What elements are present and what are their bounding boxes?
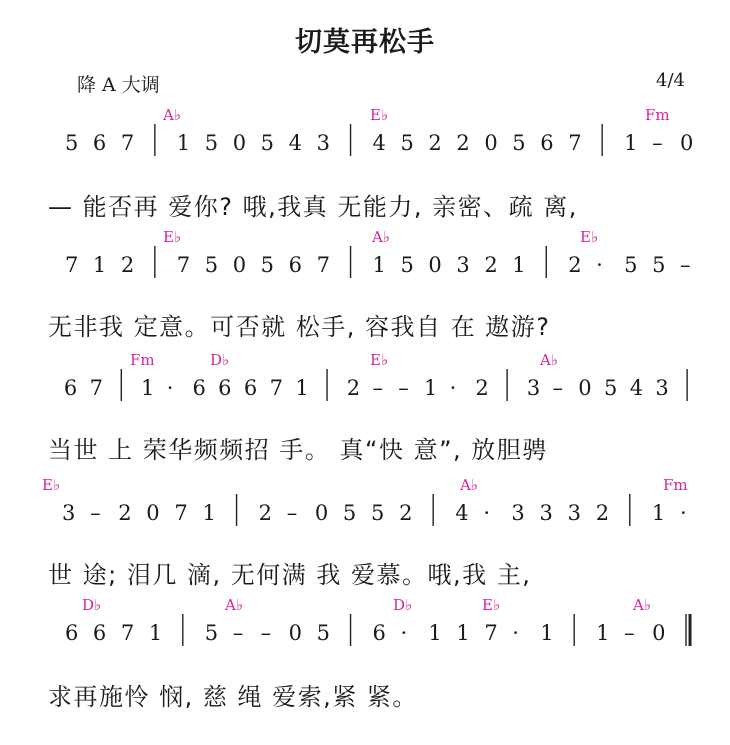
note: 6 xyxy=(63,376,78,400)
chord-symbol: A♭ xyxy=(633,596,651,614)
note: 3 xyxy=(526,376,541,400)
note: 4 xyxy=(288,131,303,155)
note: · xyxy=(483,501,491,525)
note: 2 xyxy=(456,131,470,155)
chord-symbol: A♭ xyxy=(540,351,558,369)
note: 7 xyxy=(269,376,283,400)
note: 0 xyxy=(578,376,592,400)
note: 5 xyxy=(204,621,219,645)
note: 2 xyxy=(120,253,135,277)
note: 5 xyxy=(204,131,219,155)
note: – xyxy=(552,376,564,400)
note: 6 xyxy=(64,621,79,645)
note: 5 xyxy=(316,621,330,645)
note: 7 xyxy=(120,131,135,155)
note: 2 xyxy=(399,501,413,525)
note: 0 xyxy=(314,501,329,525)
chord-symbol: E♭ xyxy=(163,228,182,246)
chord-symbol: E♭ xyxy=(482,596,501,614)
lyric-line: 无非我 定意。可否就 松手, 容我自 在 遨游? xyxy=(48,313,551,341)
chord-symbol: E♭ xyxy=(580,228,599,246)
note: 7 xyxy=(484,621,498,645)
note: – xyxy=(624,621,635,645)
note: 2 xyxy=(118,501,132,525)
note: 6 xyxy=(92,621,107,645)
note: 3 xyxy=(62,501,76,525)
chord-symbol: A♭ xyxy=(460,476,478,494)
note: 5 xyxy=(603,376,618,400)
lyric-line: 当世 上 荣华频频招 手。 真“快 意”, 放胆骋 xyxy=(48,436,548,464)
note: 4 xyxy=(629,376,644,400)
note: 0 xyxy=(232,253,247,277)
note: 1 xyxy=(428,621,442,645)
note: 1 xyxy=(512,253,526,277)
note: 5 xyxy=(64,131,79,155)
note: 5 xyxy=(512,131,526,155)
note: 2 xyxy=(595,501,610,525)
note: 4 xyxy=(372,131,386,155)
note: 1 xyxy=(176,131,191,155)
note: 2 xyxy=(475,376,489,400)
note: · xyxy=(596,253,603,277)
key-signature: 降 A 大调 xyxy=(77,74,160,96)
lyric-line: — 能否再 爱你? 哦,我真 无能力, 亲密、疏 离, xyxy=(48,193,578,221)
note: 1 xyxy=(372,253,386,277)
note: 1 xyxy=(92,253,107,277)
note: 5 xyxy=(652,253,666,277)
chord-symbol: E♭ xyxy=(370,106,389,124)
note: 1 xyxy=(202,501,216,525)
note: 1 xyxy=(540,621,554,645)
note: 3 xyxy=(511,501,525,525)
note: · xyxy=(512,621,519,645)
note: 0 xyxy=(680,131,694,155)
note: 5 xyxy=(342,501,357,525)
note: 0 xyxy=(232,131,247,155)
lyric-line: 世 途; 泪几 滴, 无何满 我 爱慕。哦,我 主, xyxy=(48,561,532,589)
chord-symbol: D♭ xyxy=(210,351,230,369)
note: 2 xyxy=(258,501,273,525)
chord-symbol: E♭ xyxy=(370,351,389,369)
note: 6 xyxy=(92,131,107,155)
note: 2 xyxy=(568,253,582,277)
note: 7 xyxy=(120,621,135,645)
note: 7 xyxy=(568,131,582,155)
chord-symbol: D♭ xyxy=(82,596,102,614)
note: – xyxy=(372,376,383,400)
note: 1 xyxy=(295,376,309,400)
note: 6 xyxy=(540,131,554,155)
lyric-line: 求再施怜 悯, 慈 绳 爱索,紧 紧。 xyxy=(48,683,418,711)
note: 1 xyxy=(624,131,638,155)
chord-symbol: E♭ xyxy=(42,476,61,494)
chord-symbol: A♭ xyxy=(163,106,181,124)
time-signature: 4/4 xyxy=(656,70,685,91)
note: – xyxy=(260,621,272,645)
note: 2 xyxy=(428,131,442,155)
note: · xyxy=(400,621,408,645)
note: 1 xyxy=(596,621,610,645)
note: 1 xyxy=(141,376,155,400)
note: – xyxy=(286,501,298,525)
note: – xyxy=(652,131,663,155)
note: · xyxy=(449,376,457,400)
note: 4 xyxy=(455,501,469,525)
note: 5 xyxy=(260,131,275,155)
note: 1 xyxy=(651,501,666,525)
note: – xyxy=(680,253,691,277)
note: 6 xyxy=(372,621,386,645)
note: 5 xyxy=(400,131,414,155)
note: 6 xyxy=(288,253,303,277)
note: 6 xyxy=(218,376,232,400)
note: · xyxy=(679,501,687,525)
note: 5 xyxy=(371,501,385,525)
note: 5 xyxy=(400,253,414,277)
note: – xyxy=(232,621,244,645)
note: 6 xyxy=(192,376,206,400)
note: – xyxy=(90,501,101,525)
note: 1 xyxy=(148,621,163,645)
note: 5 xyxy=(624,253,638,277)
note: 7 xyxy=(89,376,103,400)
note: 3 xyxy=(567,501,581,525)
note: 7 xyxy=(64,253,79,277)
note: 2 xyxy=(484,253,498,277)
note: 0 xyxy=(146,501,160,525)
note: 3 xyxy=(456,253,470,277)
chord-symbol: Fm xyxy=(645,106,670,124)
note: 7 xyxy=(176,253,191,277)
note: 0 xyxy=(288,621,303,645)
chord-symbol: Fm xyxy=(130,351,155,369)
note: 5 xyxy=(260,253,275,277)
note: 3 xyxy=(539,501,553,525)
note: 0 xyxy=(652,621,666,645)
note: 7 xyxy=(174,501,188,525)
note: 6 xyxy=(243,376,258,400)
chord-symbol: D♭ xyxy=(393,596,413,614)
note: 3 xyxy=(655,376,669,400)
note: 0 xyxy=(428,253,442,277)
note: – xyxy=(398,376,409,400)
chord-symbol: A♭ xyxy=(225,596,243,614)
note: 1 xyxy=(423,376,438,400)
note: 3 xyxy=(316,131,330,155)
note: 2 xyxy=(346,376,361,400)
note: · xyxy=(166,376,174,400)
song-title: 切莫再松手 xyxy=(295,27,435,58)
note: 7 xyxy=(316,253,330,277)
note: 1 xyxy=(456,621,470,645)
chord-symbol: Fm xyxy=(663,476,688,494)
note: 0 xyxy=(484,131,498,155)
note: 5 xyxy=(204,253,219,277)
chord-symbol: A♭ xyxy=(372,228,390,246)
